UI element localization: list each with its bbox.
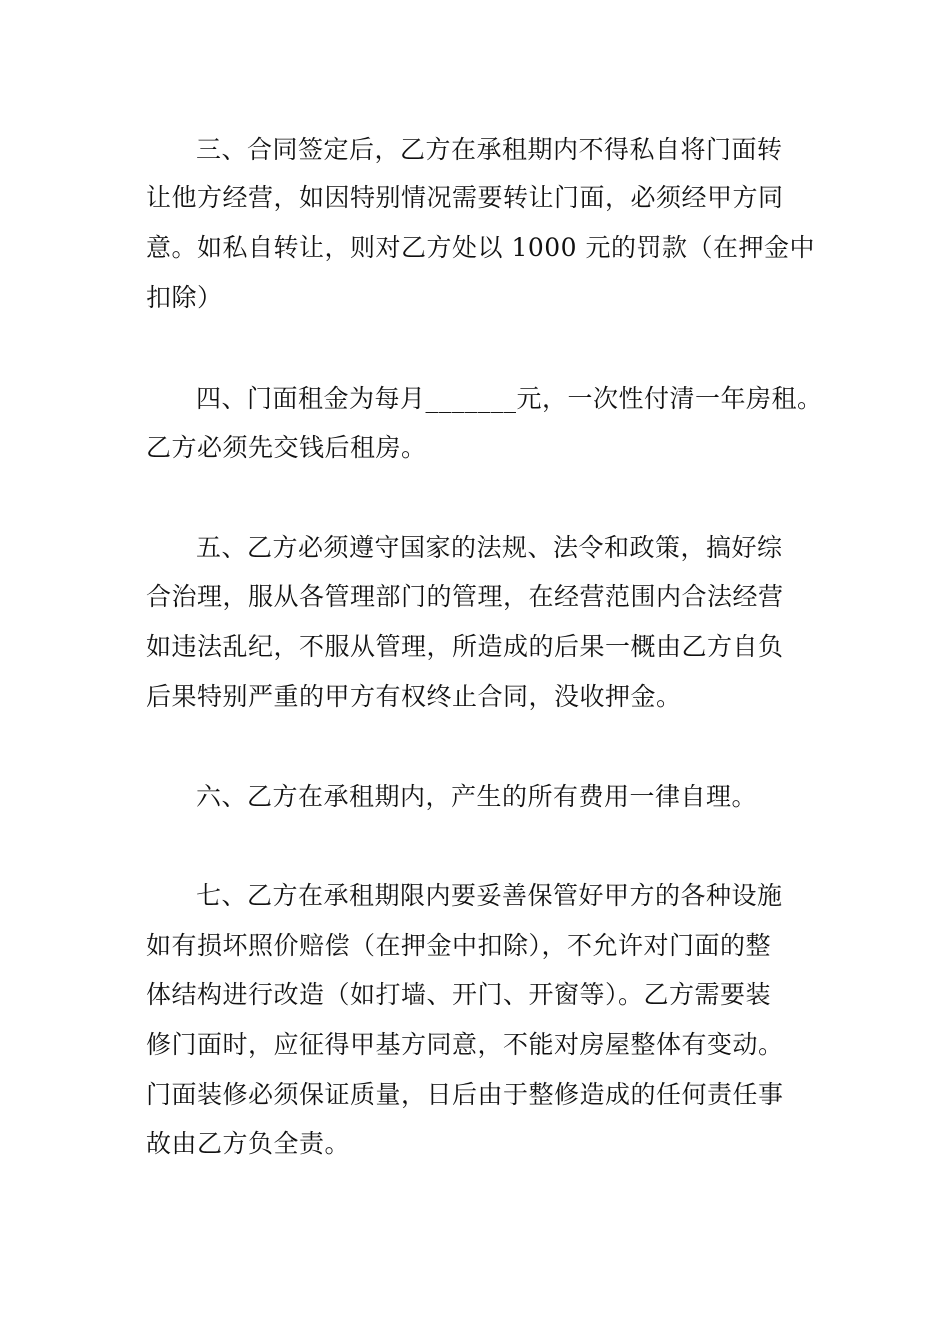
clause-3-line-4: 扣除） xyxy=(146,283,223,312)
clause-5-line-4: 后果特别严重的甲方有权终止合同，没收押金。 xyxy=(146,682,682,711)
clause-7-line-4: 修门面时，应征得甲基方同意，不能对房屋整体有变动。 xyxy=(146,1030,784,1059)
clause-7-line-2: 如有损坏照价赔偿（在押金中扣除），不允许对门面的整 xyxy=(146,931,772,960)
clause-3-line-1: 三、合同签定后，乙方在承租期内不得私自将门面转 xyxy=(196,135,783,164)
clause-3-line-2: 让他方经营，如因特别情况需要转让门面，必须经甲方同 xyxy=(146,183,784,212)
clause-4-line-1: 四、门面租金为每月_______元，一次性付清一年房租。 xyxy=(196,384,823,413)
clause-7-line-6: 故由乙方负全责。 xyxy=(146,1129,351,1158)
clause-7-line-5: 门面装修必须保证质量，日后由于整修造成的任何责任事 xyxy=(146,1080,784,1109)
clause-4-line-2: 乙方必须先交钱后租房。 xyxy=(146,433,427,462)
clause-7-line-1: 七、乙方在承租期限内要妥善保管好甲方的各种设施 xyxy=(196,881,783,910)
clause-6-line-1: 六、乙方在承租期内，产生的所有费用一律自理。 xyxy=(196,782,758,811)
clause-5-line-2: 合治理，服从各管理部门的管理，在经营范围内合法经营 xyxy=(146,582,784,611)
clause-5-line-3: 如违法乱纪，不服从管理，所造成的后果一概由乙方自负 xyxy=(146,632,784,661)
clause-3-line-3: 意。如私自转让，则对乙方处以 1000 元的罚款（在押金中 xyxy=(146,233,816,262)
clause-7-line-3: 体结构进行改造（如打墙、开门、开窗等）。乙方需要装 xyxy=(146,980,772,1009)
clause-5-line-1: 五、乙方必须遵守国家的法规、法令和政策，搞好综 xyxy=(196,533,783,562)
